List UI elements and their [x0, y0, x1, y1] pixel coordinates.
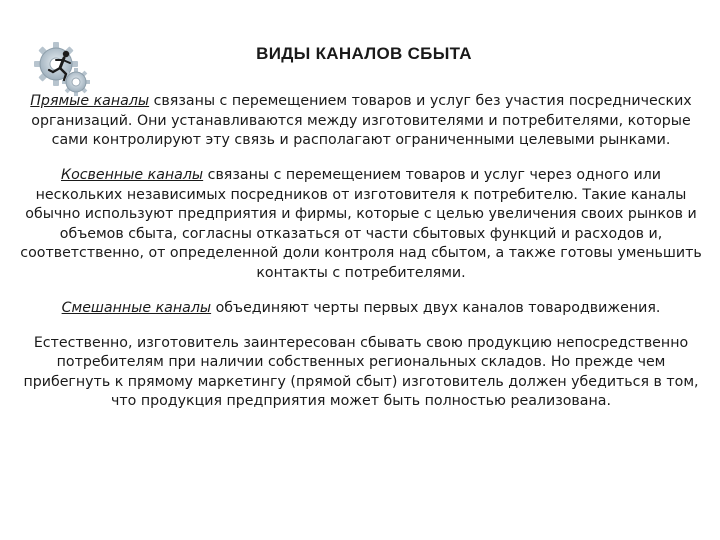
paragraph-conclusion	[18, 334, 704, 412]
paragraph-mixed-channels	[18, 299, 704, 319]
paragraph-text: объединяют черты первых двух каналов товародвижения.	[211, 299, 661, 316]
term-mixed-channels: Смешанные каналы	[61, 299, 212, 316]
paragraph-text: связаны с перемещением товаров и услуг через одного или нескольких независимых посредников от изготовителя к потребителю. Такие каналы обычно используют предприятия и фирмы, которые с целью увеличения своих рынков и объемов сбыта, согласны отказаться от части сбытовых функций и расходов и, соответственно, от определенной доли контроля над сбытом, а также готовы уменьшить контакты с потребителями.	[20, 167, 702, 281]
paragraph-indirect-channels	[18, 166, 704, 283]
term-direct-channels: Прямые каналы	[30, 93, 150, 109]
paragraph-text: Естественно, изготовитель заинтересован сбывать свою продукцию непосредственно потребителям при наличии собственных региональных складов. Но прежде чем прибегнуть к прямому маркетингу (прямой сбыт) изготовитель должен убедиться в том, что продукция предприятия может быть полностью реализована.	[23, 334, 699, 409]
paragraph-direct-channels	[18, 92, 704, 151]
page-title: ВИДЫ КАНАЛОВ СБЫТА	[256, 44, 472, 63]
term-indirect-channels: Косвенные каналы	[61, 167, 204, 183]
paragraph-text: связаны с перемещением товаров и услуг без участия посреднических организаций. Они устанавливаются между изготовителями и потребителями, которые сами контролируют эту связь и располагают ограниченными целевыми рынками.	[31, 93, 692, 148]
document-body	[18, 92, 704, 427]
